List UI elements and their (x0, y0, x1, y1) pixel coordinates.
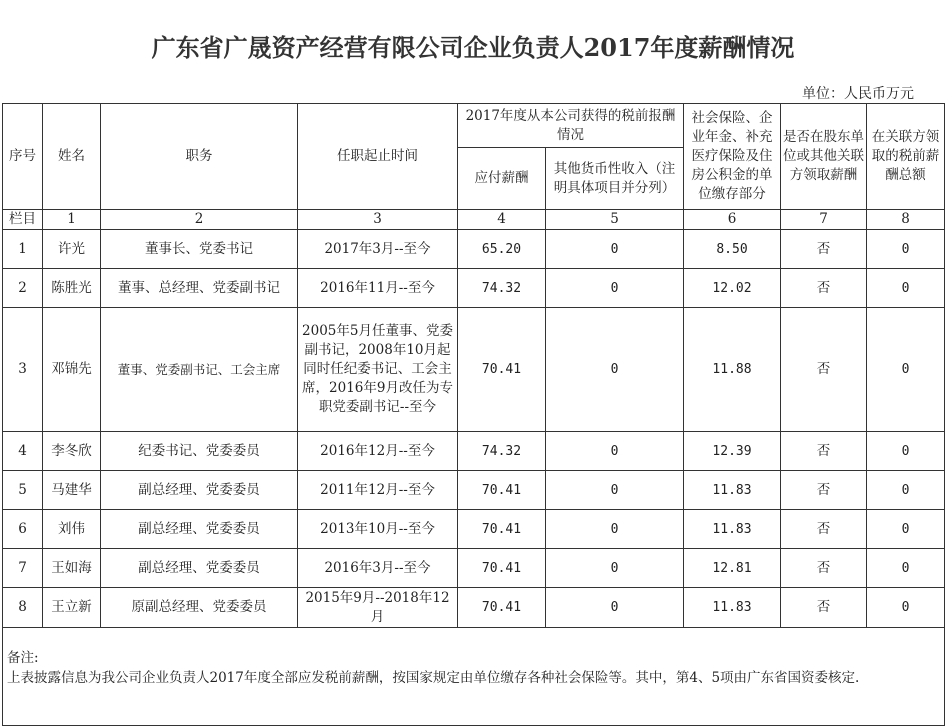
cell-position: 董事长、党委书记 (101, 230, 298, 269)
cell-term: 2016年12月--至今 (298, 432, 458, 471)
cell-seq: 2 (3, 269, 43, 308)
cell-position: 董事、党委副书记、工会主席 (101, 308, 298, 432)
header-other-income: 其他货币性收入（注明具体项目并分列） (546, 148, 684, 210)
cell-other: 0 (546, 230, 684, 269)
unit-label: 单位：人民币万元 (802, 86, 914, 102)
cell-other: 0 (546, 269, 684, 308)
column-index-row (3, 210, 945, 230)
cell-other: 0 (546, 510, 684, 549)
column-index: 8 (867, 210, 945, 230)
cell-other: 0 (546, 549, 684, 588)
table-row (3, 230, 945, 269)
notes-cell (3, 628, 945, 726)
header-row (3, 104, 945, 148)
cell-term: 2005年5月任董事、党委副书记，2008年10月起同时任纪委书记、工会主席，2016年9月改任为专职党委副书记--至今 (298, 308, 458, 432)
cell-name: 陈胜光 (43, 269, 101, 308)
cell-shareholder: 否 (781, 549, 867, 588)
table-row (3, 471, 945, 510)
cell-seq: 4 (3, 432, 43, 471)
cell-salary: 70.41 (458, 510, 546, 549)
cell-seq: 8 (3, 588, 43, 628)
cell-salary: 74.32 (458, 432, 546, 471)
cell-position: 纪委书记、党委委员 (101, 432, 298, 471)
header-seq: 序号 (3, 104, 43, 210)
cell-social: 11.88 (684, 308, 781, 432)
cell-seq: 7 (3, 549, 43, 588)
table-row (3, 269, 945, 308)
table-row (3, 432, 945, 471)
cell-salary: 70.41 (458, 308, 546, 432)
cell-other: 0 (546, 471, 684, 510)
cell-shareholder: 否 (781, 230, 867, 269)
cell-related: 0 (867, 588, 945, 628)
cell-shareholder: 否 (781, 308, 867, 432)
cell-position: 原副总经理、党委委员 (101, 588, 298, 628)
column-index: 6 (684, 210, 781, 230)
cell-other: 0 (546, 308, 684, 432)
header-pretax-group: 2017年度从本公司获得的税前报酬情况 (458, 104, 684, 148)
cell-salary: 74.32 (458, 269, 546, 308)
cell-term: 2015年9月--2018年12月 (298, 588, 458, 628)
cell-salary: 65.20 (458, 230, 546, 269)
header-related-pay: 在关联方领取的税前薪酬总额 (867, 104, 945, 210)
cell-position: 副总经理、党委委员 (101, 471, 298, 510)
cell-shareholder: 否 (781, 510, 867, 549)
cell-social: 12.39 (684, 432, 781, 471)
cell-social: 11.83 (684, 510, 781, 549)
header-term: 任职起止时间 (298, 104, 458, 210)
cell-salary: 70.41 (458, 588, 546, 628)
column-index: 1 (43, 210, 101, 230)
cell-position: 副总经理、党委委员 (101, 510, 298, 549)
cell-seq: 1 (3, 230, 43, 269)
cell-term: 2011年12月--至今 (298, 471, 458, 510)
cell-term: 2013年10月--至今 (298, 510, 458, 549)
column-index: 3 (298, 210, 458, 230)
cell-name: 王如海 (43, 549, 101, 588)
table-row (3, 510, 945, 549)
table-row (3, 588, 945, 628)
column-index: 2 (101, 210, 298, 230)
cell-related: 0 (867, 308, 945, 432)
column-index: 5 (546, 210, 684, 230)
cell-position: 副总经理、党委委员 (101, 549, 298, 588)
header-position: 职务 (101, 104, 298, 210)
header-name: 姓名 (43, 104, 101, 210)
cell-other: 0 (546, 588, 684, 628)
cell-related: 0 (867, 471, 945, 510)
cell-seq: 5 (3, 471, 43, 510)
cell-salary: 70.41 (458, 471, 546, 510)
column-index-label: 栏目 (3, 210, 43, 230)
cell-name: 王立新 (43, 588, 101, 628)
cell-social: 11.83 (684, 588, 781, 628)
cell-related: 0 (867, 549, 945, 588)
table-row (3, 549, 945, 588)
cell-related: 0 (867, 432, 945, 471)
cell-other: 0 (546, 432, 684, 471)
compensation-table (2, 103, 945, 726)
cell-term: 2016年3月--至今 (298, 549, 458, 588)
cell-social: 11.83 (684, 471, 781, 510)
header-social: 社会保险、企业年金、补充医疗保险及住房公积金的单位缴存部分 (684, 104, 781, 210)
cell-related: 0 (867, 230, 945, 269)
cell-related: 0 (867, 510, 945, 549)
cell-shareholder: 否 (781, 269, 867, 308)
cell-name: 马建华 (43, 471, 101, 510)
cell-name: 许光 (43, 230, 101, 269)
cell-term: 2016年11月--至今 (298, 269, 458, 308)
cell-social: 8.50 (684, 230, 781, 269)
cell-social: 12.81 (684, 549, 781, 588)
notes-label: 备注: (7, 650, 39, 666)
cell-shareholder: 否 (781, 471, 867, 510)
header-shareholder: 是否在股东单位或其他关联方领取薪酬 (781, 104, 867, 210)
page-title: 广东省广晟资产经营有限公司企业负责人2017年度薪酬情况 (151, 33, 795, 62)
cell-shareholder: 否 (781, 432, 867, 471)
cell-shareholder: 否 (781, 588, 867, 628)
cell-salary: 70.41 (458, 549, 546, 588)
table-row (3, 308, 945, 432)
cell-position: 董事、总经理、党委副书记 (101, 269, 298, 308)
column-index: 7 (781, 210, 867, 230)
cell-term: 2017年3月--至今 (298, 230, 458, 269)
notes-row (3, 628, 945, 726)
cell-related: 0 (867, 269, 945, 308)
cell-name: 刘伟 (43, 510, 101, 549)
cell-name: 邓锦先 (43, 308, 101, 432)
cell-social: 12.02 (684, 269, 781, 308)
cell-seq: 6 (3, 510, 43, 549)
cell-seq: 3 (3, 308, 43, 432)
column-index: 4 (458, 210, 546, 230)
notes-text: 上表披露信息为我公司企业负责人2017年度全部应发税前薪酬，按国家规定由单位缴存各种社会保险等。其中，第4、5项由广东省国资委核定. (7, 670, 860, 686)
cell-name: 李冬欣 (43, 432, 101, 471)
header-salary: 应付薪酬 (458, 148, 546, 210)
